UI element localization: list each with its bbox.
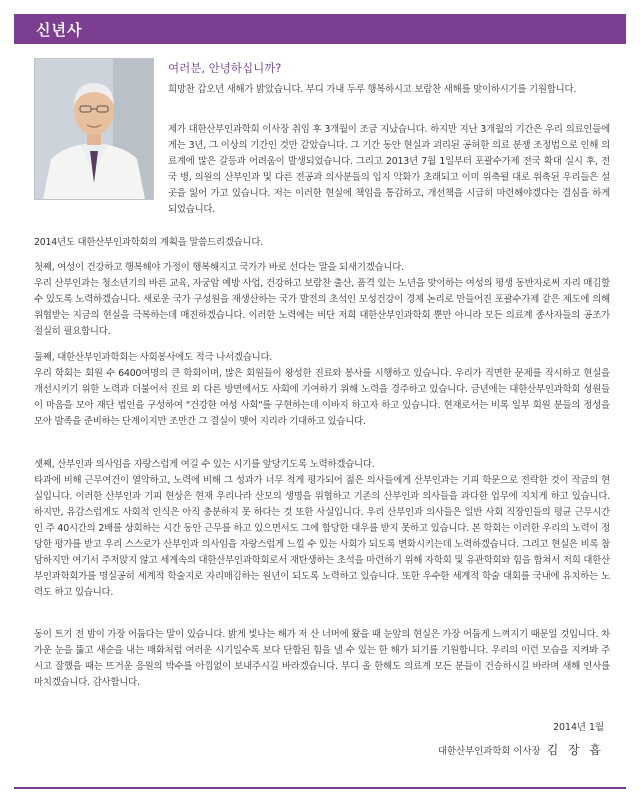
signature-block [438,741,604,758]
section-2-heading: 둘째, 대한산부인과학회는 사회봉사에도 적극 나서겠습니다. [34,352,273,363]
plan-intro: 2014년도 대한산부인과학회의 계획을 말씀드리겠습니다. [34,237,264,248]
intro-paragraph-2: 제가 대한산부인과학회 이사장 취임 후 3개월이 조금 지났습니다. 하지만 지난 3개월의 기간은 우리 의료인들에게는 3년, 그 이상의 기간인 것만 같았습니다. 그 기간 동안 현실과 괴리된 공허한 의료 분쟁 조정법으로 인해 의료계에 많은 갈등과 어려움이 발생되었습니다. 그리고 2013년 7월 1일부터 포괄수가제 전국 확대 실시 후, 전국 병, 의원의 산부인과 및 다른 전공과 의사분들의 입지 악화가 초래되고 이미 위축될 대로 위축된 우리들은 설 곳을 잃어 가고 있습니다. 저는 이러한 현실에 책임을 통감하고, 개선책을 시급히 마련해야겠다는 결심을 하게 되었습니다. [168,124,610,215]
bottom-divider [14,787,626,789]
page-header [14,14,626,44]
section-3-body: 타과에 비해 근무여건이 열악하고, 노력에 비해 그 성과가 너무 적게 평가되어 젊은 의사들에게 산부인과는 기피 학문으로 전락한 것이 작금의 현실입니다. 이러한 산부인과 기피 현상은 현재 우리나라 산모의 생명을 위협하고 기존의 산부인과 의사들을 과다한 업무에 지치게 하고 있습니다. 하지만, 유감스럽게도 사회적 인식은 아직 충분하지 못 하다는 것 또한 사실입니다. 우리 산부인과 의사들은 일반 사회 직장인들의 평균 근무시간인 주 40시간의 2배를 상회하는 시간 동안 근무를 하고 있으면서도 그에 합당한 대우를 받지 못하고 있습니다. 본 학회는 이러한 우리의 노력이 정당한 평가를 받고 우리 스스로가 산부인과 의사임을 자랑스럽게 느낄 수 있는 사회가 되도록 변화시키는데 노력하겠습니다. 그리고 현실은 비록 참담하지만 여기서 주저앉지 않고 세계속의 대한산부인과학회로서 재탄생하는 초석을 마련하기 위해 자학회 및 유관학회와 힘을 합쳐서 저희 대한산부인과학회가를 명실공히 세계적 학술지로 자리매김하는 원년이 되도록 노력하고 있습니다. 또한 우수한 세계적 학술 대회를 국내에 유치하는 노력도 하고 있습니다. [34,475,610,598]
letter-date: 2014년 1월 [553,722,604,733]
greeting-heading: 여러분, 안녕하십니까? [168,61,282,75]
section-1-heading: 첫째, 여성이 건강하고 행복해야 가정이 행복해지고 국가가 바로 선다는 말을 되새기겠습니다. [34,262,404,273]
intro-paragraph-1: 희망찬 갑오년 새해가 밝았습니다. 부디 가내 두루 행복하시고 보람찬 새해를 맞이하시기를 기원합니다. [168,84,577,95]
author-portrait-image [35,59,153,199]
section-3-heading: 셋째, 산부인과 의사임을 자랑스럽게 여길 수 있는 시기를 앞당기도록 노력하겠습니다. [34,459,375,470]
section-1-body: 우리 산부인과는 청소년기의 바른 교육, 자궁암 예방 사업, 건강하고 보람찬 출산, 품격 있는 노년을 맞이하는 여성의 평생 동반자로써 자리 매김할 수 있도록 노력하겠습니다. 새로운 국가 구성원을 재생산하는 국가 발전의 초석인 모성건강이 경제 논리로 만들어진 포괄수가제 같은 제도에 의해 위협받는 지금의 현실을 극복하는데 매진하겠습니다. 이러한 노력에는 비단 저희 대한산부인과학회 뿐만 아니라 모든 의료계 종사자들의 공조가 절실히 필요합니다. [34,278,610,337]
section-2-body: 우리 학회는 회원 수 6400여명의 큰 학회이며, 많은 회원들이 왕성한 진료와 봉사를 시행하고 있습니다. 우리가 직면한 문제를 직시하고 현실을 개선시키기 위한 노력과 더불어서 진료 외 다른 방면에서도 사회에 기여하기 위해 노력을 경주하고 있습니다. 금년에는 대한산부인과학회 성원들이 마음을 모아 재단 법인을 구성하여 "건강한 여성 사회"를 구현하는데 이바지 하고자 하고 있습니다. 현재로서는 비록 일부 회원 분들의 정성을 모아 발족을 준비하는 단계이지만 조만간 그 결실이 맺어 지리라 기대하고 있습니다. [34,368,610,427]
signature-name: 김 장 흡 [546,743,604,757]
author-photo [34,58,154,200]
closing-paragraph: 동이 트기 전 밤이 가장 어둡다는 말이 있습니다. 밝게 빛나는 해가 저 산 너머에 왔을 때 눈앞의 현실은 가장 어둡게 느껴지기 때문일 것입니다. 차가운 눈을 뚫고 새순을 내는 매화처럼 여러운 시기일수록 보다 단합된 힘을 낼 수 있는 한 해가 되기를 기원합니다. 우리의 이런 모습을 지켜봐 주시고 잘했을 때는 뜨거운 응원의 박수를 아낌없이 보내주시길 바라겠습니다. 부디 올 한해도 의료계 모든 분들이 건승하시길 바라며 새해 인사를 마치겠습니다. 감사합니다. [34,629,610,688]
page-title: 신년사 [36,21,83,39]
signature-title: 대한산부인과학회 이사장 [437,746,541,757]
